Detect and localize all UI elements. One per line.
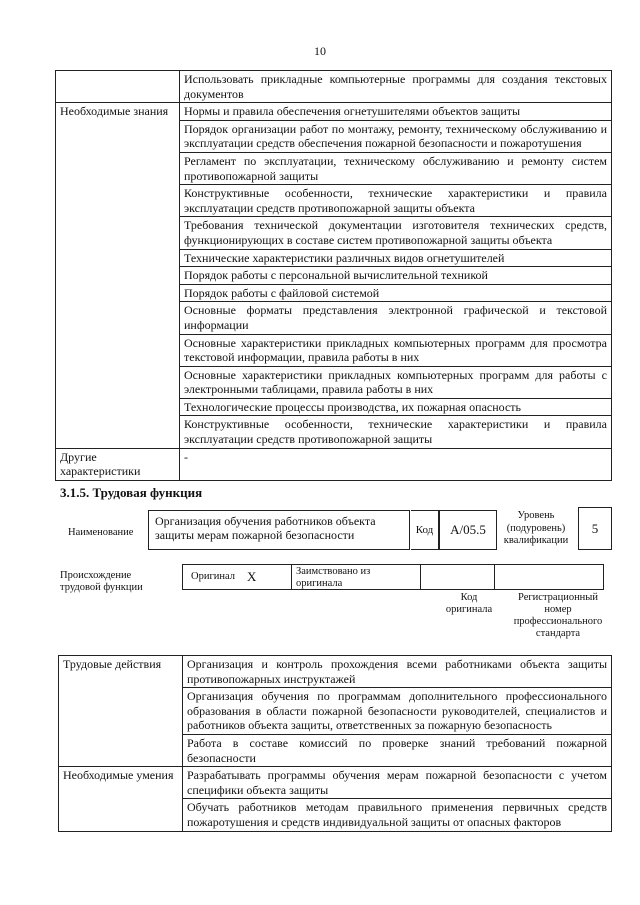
- table-cell: Порядок работы с файловой системой: [180, 284, 612, 302]
- original-mark: X: [247, 569, 257, 584]
- row-header-required-skills: Необходимые умения: [59, 767, 183, 831]
- table-cell: Организация обучения по программам дополнительного профессионального образования в области пожарной безопасности руководителей, специалистов и работников объекта защиты, ответственных за пожарную безопасность: [183, 688, 612, 735]
- page-number: 10: [314, 44, 326, 58]
- origin-label: Происхождение трудовой функции: [60, 570, 143, 593]
- table-cell: Организация и контроль прохождения всеми работниками объекта защиты противопожарных инструктажей: [183, 656, 612, 688]
- origin-row: [183, 564, 604, 590]
- table-cell: Технические характеристики различных видов огнетушителей: [180, 249, 612, 267]
- table-cell: Работа в составе комиссий по проверке знаний требований пожарной безопасности: [183, 734, 612, 766]
- code-original-cell: [420, 564, 495, 590]
- table-cell: Технологические процессы производства, их пожарная опасность: [180, 398, 612, 416]
- table-cell: Конструктивные особенности, технические характеристики и правила эксплуатации средств противопожарной защиты: [180, 416, 612, 448]
- table-cell: Регламент по эксплуатации, техническому обслуживанию и ремонту систем противопожарной защиты: [180, 152, 612, 184]
- table-row: [59, 656, 612, 688]
- table-cell: Порядок организации работ по монтажу, ремонту, техническому обслуживанию и эксплуатации средств обеспечения пожарной безопасности и пожаротушения: [180, 120, 612, 152]
- registration-number-cell: [494, 564, 604, 590]
- table-row: [56, 448, 612, 480]
- row-header: [56, 71, 180, 103]
- table-cell: -: [180, 448, 612, 480]
- section-heading: 3.1.5. Трудовая функция: [60, 485, 203, 500]
- table-row: [56, 71, 612, 103]
- function-name-value: Организация обучения работников объекта защиты мерам пожарной безопасности: [148, 510, 410, 550]
- row-header-required-knowledge: Необходимые знания: [56, 103, 180, 448]
- qualification-level-label: Уровень (подуровень) квалификации: [503, 510, 569, 546]
- table-cell: Разрабатывать программы обучения мерам пожарной безопасности с учетом специфики объекта защиты: [183, 767, 612, 799]
- code-label: Код: [411, 510, 439, 550]
- labor-actions-table: [58, 655, 612, 832]
- table-cell: Порядок работы с персональной вычислительной техникой: [180, 267, 612, 285]
- original-label: Оригинал: [191, 571, 235, 582]
- table-cell: Обучать работников методам правильного применения первичных средств пожаротушения и средств индивидуальной защиты от опасных факторов: [183, 799, 612, 831]
- table-cell: Нормы и правила обеспечения огнетушителями объектов защиты: [180, 103, 612, 121]
- code-original-label: Код оригинала: [445, 592, 493, 615]
- name-label: Наименование: [68, 527, 134, 538]
- table-cell: Основные форматы представления электронной графической и текстовой информации: [180, 302, 612, 334]
- table-cell: Требования технической документации изготовителя технических средств, функционирующих в составе систем противопожарной защиты объекта: [180, 217, 612, 249]
- original-cell: [182, 564, 292, 590]
- knowledge-table: [55, 70, 612, 481]
- table-cell: Основные характеристики прикладных компьютерных программ для просмотра текстовой информации, правила работы в них: [180, 334, 612, 366]
- qualification-level-value: 5: [578, 507, 612, 550]
- table-cell: Использовать прикладные компьютерные программы для создания текстовых документов: [180, 71, 612, 103]
- row-header-labor-actions: Трудовые действия: [59, 656, 183, 767]
- table-row: [59, 767, 612, 799]
- table-row: [56, 103, 612, 121]
- table-cell: Конструктивные особенности, технические характеристики и правила эксплуатации средств противопожарной защиты объекта: [180, 185, 612, 217]
- registration-number-label: Регистрационный номер профессионального стандарта: [513, 592, 603, 639]
- row-header-other-characteristics: Другие характеристики: [56, 448, 180, 480]
- function-code-value: А/05.5: [439, 510, 497, 550]
- table-cell: Основные характеристики прикладных компьютерных программ для работы с электронными таблицами, правила работы в них: [180, 366, 612, 398]
- borrowed-cell: Заимствовано из оригинала: [291, 564, 421, 590]
